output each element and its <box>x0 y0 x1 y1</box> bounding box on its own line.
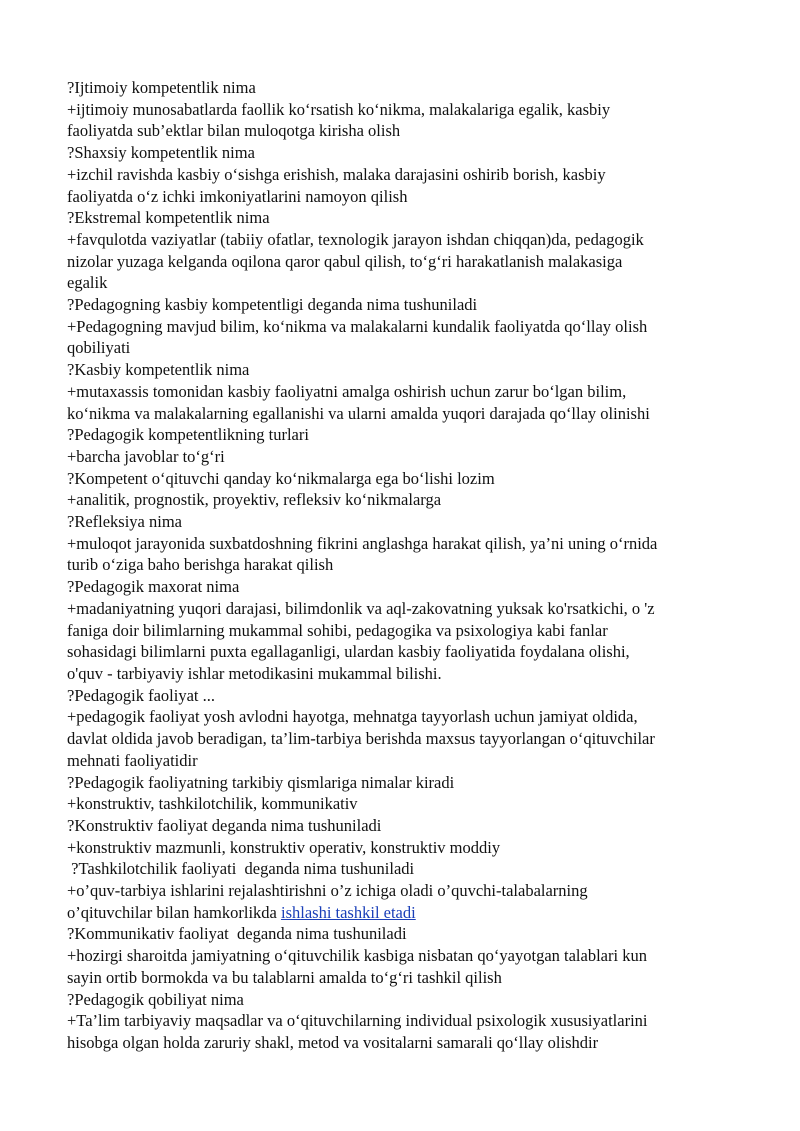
answer-line: +pedagogik faoliyat yosh avlodni hayotga, mehnatga tayyorlash uchun jamiyat oldida, <box>67 707 638 727</box>
answer-line-text: o’qituvchilar bilan hamkorlikda <box>67 902 281 922</box>
answer-line: +konstruktiv mazmunli, konstruktiv operativ, konstruktiv moddiy <box>67 837 501 857</box>
hyperlink[interactable]: ishlashi tashkil etadi <box>280 902 416 922</box>
answer-line: nizolar yuzaga kelganda oqilona qaror qabul qilish, toʻgʻri harakatlanish malakasiga <box>67 251 623 271</box>
document-body <box>67 77 757 1054</box>
question-line: ?Ekstremal kompetentlik nima <box>67 208 270 228</box>
answer-line: faniga doir bilimlarning mukammal sohibi, pedagogika va psixologiya kabi fanlar <box>67 620 608 640</box>
answer-line: faoliyatda oʻz ichki imkoniyatlarini namoyon qilish <box>67 186 408 206</box>
answer-line: +mutaxassis tomonidan kasbiy faoliyatni amalga oshirish uchun zarur boʻlgan bilim, <box>67 381 627 401</box>
answer-line: sohasidagi bilimlarni puxta egallaganligi, ulardan kasbiy faoliyatida foydalana olishi, <box>67 642 630 662</box>
question-line: ?Pedagogik qobiliyat nima <box>67 989 244 1009</box>
question-line: ?Pedagogning kasbiy kompetentligi deganda nima tushuniladi <box>67 295 478 315</box>
question-line: ?Kasbiy kompetentlik nima <box>67 360 250 380</box>
answer-line: +favqulotda vaziyatlar (tabiiy ofatlar, texnologik jarayon ishdan chiqqan)da, pedagogik <box>67 229 644 249</box>
question-line: ?Pedagogik faoliyat ... <box>67 685 216 705</box>
answer-line: +hozirgi sharoitda jamiyatning oʻqituvchilik kasbiga nisbatan qoʻyayotgan talablari kun <box>67 946 647 966</box>
answer-line: hisobga olgan holda zaruriy shakl, metod va vositalarni samarali qoʻllay olishdir <box>67 1032 599 1052</box>
answer-line: mehnati faoliyatidir <box>67 750 198 770</box>
answer-line: sayin ortib bormokda va bu talablarni amalda toʻgʻri tashkil qilish <box>67 967 502 987</box>
question-line: ?Pedagogik maxorat nima <box>67 577 240 597</box>
question-line: ?Ijtimoiy kompetentlik nima <box>67 78 256 97</box>
question-line: ?Kompetent oʻqituvchi qanday koʻnikmalarga ega boʻlishi lozim <box>67 468 495 488</box>
answer-line: o'quv - tarbiyaviy ishlar metodikasini mukammal bilishi. <box>67 663 442 683</box>
answer-line: +analitik, prognostik, proyektiv, refleksiv koʻnikmalarga <box>67 490 442 510</box>
question-line: ?Kommunikativ faoliyat deganda nima tushuniladi <box>67 924 407 944</box>
answer-line: +ijtimoiy munosabatlarda faollik koʻrsatish koʻnikma, malakalariga egalik, kasbiy <box>67 99 611 119</box>
question-line: ?Refleksiya nima <box>67 512 183 532</box>
answer-line: davlat oldida javob beradigan, ta’lim-tarbiya berishda maxsus tayyorlangan oʻqituvchilar <box>67 729 655 749</box>
answer-line: faoliyatda sub’ektlar bilan muloqotga kirisha olish <box>67 121 401 141</box>
answer-line: egalik <box>67 273 108 293</box>
answer-line: +Pedagogning mavjud bilim, koʻnikma va malakalarni kundalik faoliyatda qoʻllay olish <box>67 316 648 336</box>
question-line: ?Shaxsiy kompetentlik nima <box>67 143 255 163</box>
answer-line: turib oʻziga baho berishga harakat qilish <box>67 555 334 575</box>
answer-line: +o’quv-tarbiya ishlarini rejalashtirishni o’z ichiga oladi o’quvchi-talabalarning <box>67 881 588 901</box>
answer-line: +Ta’lim tarbiyaviy maqsadlar va oʻqituvchilarning individual psixologik xususiyatlarini <box>67 1011 648 1031</box>
answer-line: +barcha javoblar toʻgʻri <box>67 446 225 466</box>
question-line: ?Pedagogik faoliyatning tarkibiy qismlariga nimalar kiradi <box>67 772 455 792</box>
question-line: ?Tashkilotchilik faoliyati deganda nima tushuniladi <box>67 859 415 879</box>
question-line: ?Konstruktiv faoliyat deganda nima tushuniladi <box>67 815 382 835</box>
question-line: ?Pedagogik kompetentlikning turlari <box>67 425 309 445</box>
answer-line: +madaniyatning yuqori darajasi, bilimdonlik va aql-zakovatning yuksak ko'rsatkichi, o 'z <box>67 598 655 618</box>
answer-line: +izchil ravishda kasbiy oʻsishga erishish, malaka darajasini oshirib borish, kasbiy <box>67 164 606 184</box>
answer-line-with-link <box>67 902 757 924</box>
answer-line: +muloqot jarayonida suxbatdoshning fikrini anglashga harakat qilish, ya’ni uning oʻrnida <box>67 533 658 553</box>
answer-line: koʻnikma va malakalarning egallanishi va ularni amalda yuqori darajada qoʻllay olinishi <box>67 403 650 423</box>
answer-line: +konstruktiv, tashkilotchilik, kommunikativ <box>67 794 358 814</box>
answer-line: qobiliyati <box>67 338 131 358</box>
